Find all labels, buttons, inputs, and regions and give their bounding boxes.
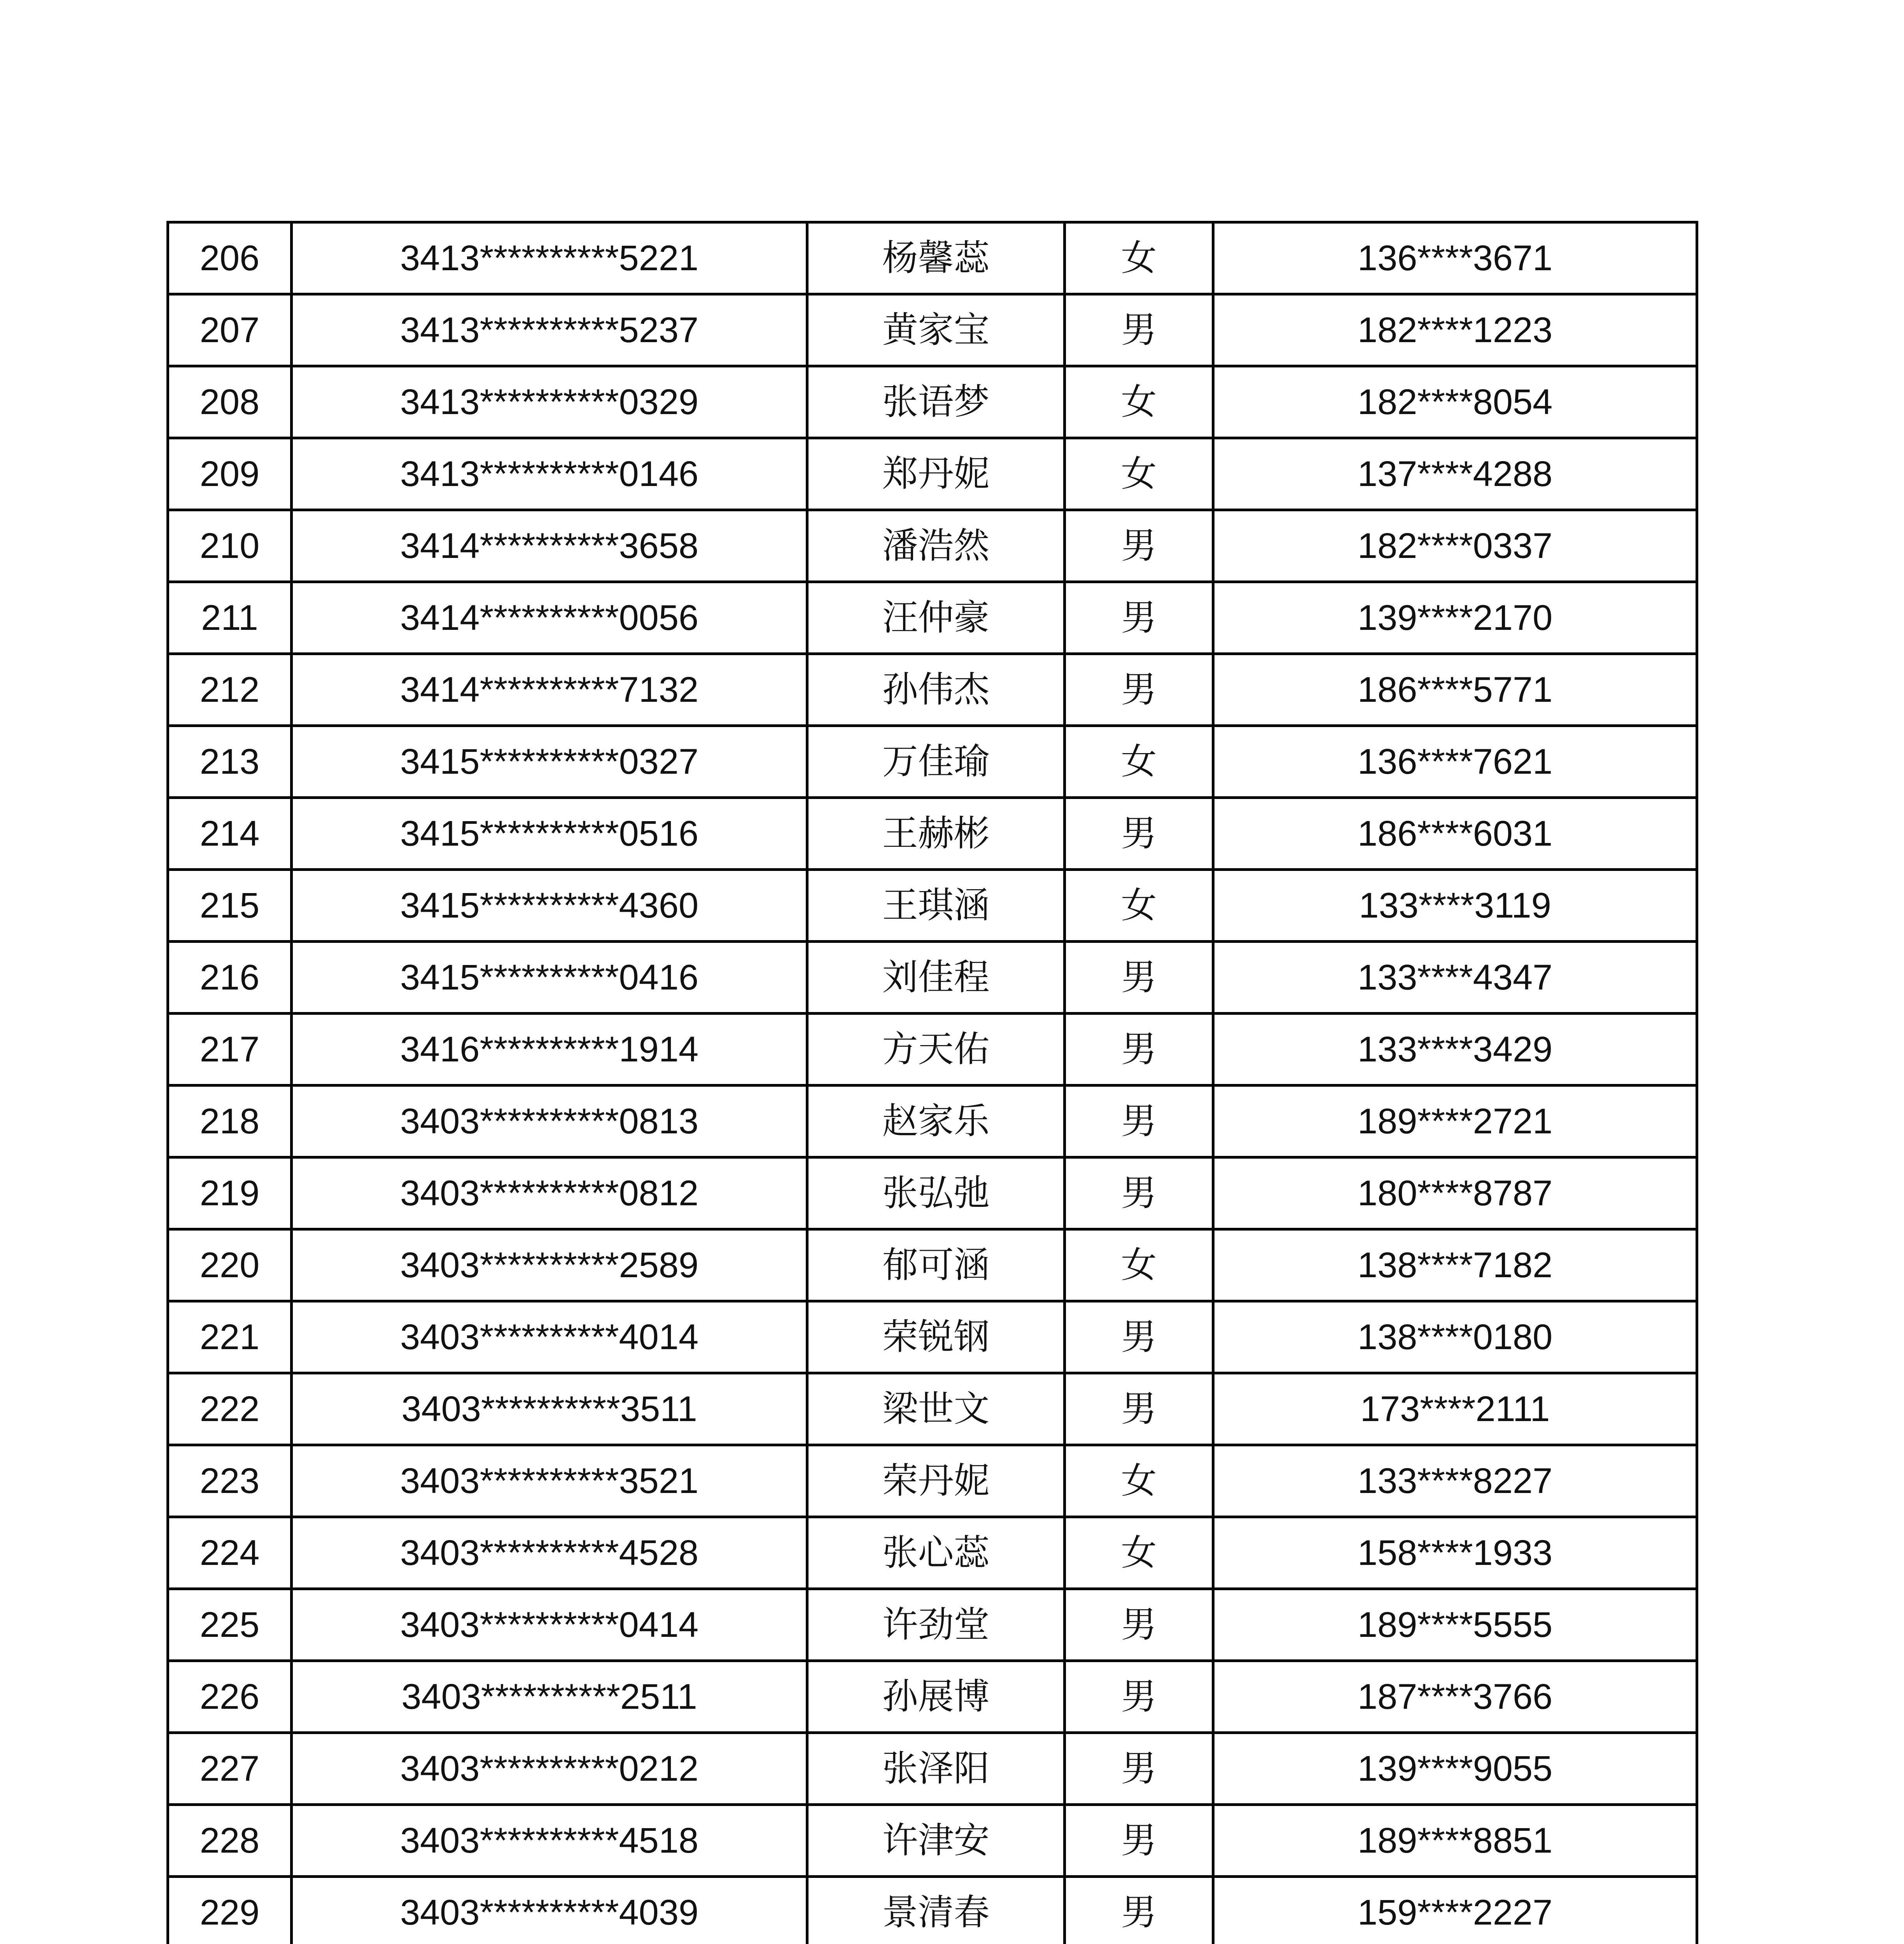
row-number: 210 bbox=[168, 510, 292, 582]
row-number: 217 bbox=[168, 1014, 292, 1086]
student-name: 景清春 bbox=[807, 1877, 1065, 1944]
id-number: 3413**********0146 bbox=[292, 438, 807, 510]
id-number: 3403**********3511 bbox=[292, 1373, 807, 1445]
table-row bbox=[168, 1086, 1697, 1157]
table-row bbox=[168, 1157, 1697, 1229]
row-number: 212 bbox=[168, 654, 292, 726]
row-number: 222 bbox=[168, 1373, 292, 1445]
table-row bbox=[168, 798, 1697, 870]
student-name: 汪仲豪 bbox=[807, 582, 1065, 654]
student-name: 许劲堂 bbox=[807, 1589, 1065, 1661]
gender: 女 bbox=[1065, 1517, 1213, 1589]
id-number: 3403**********4039 bbox=[292, 1877, 807, 1944]
student-name: 王琪涵 bbox=[807, 870, 1065, 942]
id-number: 3413**********5237 bbox=[292, 294, 807, 366]
row-number: 225 bbox=[168, 1589, 292, 1661]
student-name: 赵家乐 bbox=[807, 1086, 1065, 1157]
phone-number: 186****5771 bbox=[1213, 654, 1697, 726]
gender: 男 bbox=[1065, 1589, 1213, 1661]
gender: 女 bbox=[1065, 1229, 1213, 1301]
phone-number: 189****8851 bbox=[1213, 1805, 1697, 1877]
gender: 男 bbox=[1065, 1014, 1213, 1086]
table-row bbox=[168, 1445, 1697, 1517]
table-row bbox=[168, 1517, 1697, 1589]
table-row bbox=[168, 870, 1697, 942]
student-name: 方天佑 bbox=[807, 1014, 1065, 1086]
phone-number: 159****2227 bbox=[1213, 1877, 1697, 1944]
gender: 女 bbox=[1065, 222, 1213, 294]
gender: 男 bbox=[1065, 294, 1213, 366]
student-name: 郑丹妮 bbox=[807, 438, 1065, 510]
row-number: 208 bbox=[168, 366, 292, 438]
table-row bbox=[168, 582, 1697, 654]
id-number: 3415**********0327 bbox=[292, 726, 807, 798]
row-number: 218 bbox=[168, 1086, 292, 1157]
id-number: 3403**********0212 bbox=[292, 1733, 807, 1805]
row-number: 213 bbox=[168, 726, 292, 798]
row-number: 228 bbox=[168, 1805, 292, 1877]
phone-number: 173****2111 bbox=[1213, 1373, 1697, 1445]
phone-number: 136****7621 bbox=[1213, 726, 1697, 798]
row-number: 211 bbox=[168, 582, 292, 654]
id-number: 3403**********0812 bbox=[292, 1157, 807, 1229]
phone-number: 133****8227 bbox=[1213, 1445, 1697, 1517]
student-name: 杨馨蕊 bbox=[807, 222, 1065, 294]
row-number: 224 bbox=[168, 1517, 292, 1589]
row-number: 226 bbox=[168, 1661, 292, 1733]
phone-number: 187****3766 bbox=[1213, 1661, 1697, 1733]
gender: 男 bbox=[1065, 942, 1213, 1014]
phone-number: 180****8787 bbox=[1213, 1157, 1697, 1229]
id-number: 3413**********0329 bbox=[292, 366, 807, 438]
phone-number: 182****0337 bbox=[1213, 510, 1697, 582]
gender: 男 bbox=[1065, 1373, 1213, 1445]
gender: 男 bbox=[1065, 1086, 1213, 1157]
roster-table-body bbox=[168, 222, 1697, 1944]
phone-number: 136****3671 bbox=[1213, 222, 1697, 294]
phone-number: 133****3119 bbox=[1213, 870, 1697, 942]
student-name: 郁可涵 bbox=[807, 1229, 1065, 1301]
id-number: 3413**********5221 bbox=[292, 222, 807, 294]
row-number: 209 bbox=[168, 438, 292, 510]
student-name: 张弘弛 bbox=[807, 1157, 1065, 1229]
row-number: 214 bbox=[168, 798, 292, 870]
student-name: 荣丹妮 bbox=[807, 1445, 1065, 1517]
student-name: 万佳瑜 bbox=[807, 726, 1065, 798]
phone-number: 138****7182 bbox=[1213, 1229, 1697, 1301]
phone-number: 133****4347 bbox=[1213, 942, 1697, 1014]
student-name: 张语梦 bbox=[807, 366, 1065, 438]
phone-number: 139****2170 bbox=[1213, 582, 1697, 654]
table-row bbox=[168, 1589, 1697, 1661]
phone-number: 137****4288 bbox=[1213, 438, 1697, 510]
id-number: 3414**********0056 bbox=[292, 582, 807, 654]
gender: 男 bbox=[1065, 1157, 1213, 1229]
table-row bbox=[168, 1014, 1697, 1086]
phone-number: 189****5555 bbox=[1213, 1589, 1697, 1661]
id-number: 3403**********3521 bbox=[292, 1445, 807, 1517]
table-row bbox=[168, 726, 1697, 798]
row-number: 220 bbox=[168, 1229, 292, 1301]
student-name: 潘浩然 bbox=[807, 510, 1065, 582]
gender: 男 bbox=[1065, 654, 1213, 726]
id-number: 3403**********4518 bbox=[292, 1805, 807, 1877]
table-row bbox=[168, 1373, 1697, 1445]
row-number: 221 bbox=[168, 1301, 292, 1373]
id-number: 3403**********0813 bbox=[292, 1086, 807, 1157]
student-name: 梁世文 bbox=[807, 1373, 1065, 1445]
id-number: 3415**********4360 bbox=[292, 870, 807, 942]
gender: 男 bbox=[1065, 798, 1213, 870]
phone-number: 189****2721 bbox=[1213, 1086, 1697, 1157]
gender: 男 bbox=[1065, 1733, 1213, 1805]
student-name: 许津安 bbox=[807, 1805, 1065, 1877]
table-row bbox=[168, 942, 1697, 1014]
phone-number: 139****9055 bbox=[1213, 1733, 1697, 1805]
table-row bbox=[168, 1661, 1697, 1733]
table-row bbox=[168, 294, 1697, 366]
table-row bbox=[168, 510, 1697, 582]
gender: 男 bbox=[1065, 1661, 1213, 1733]
table-row bbox=[168, 1805, 1697, 1877]
gender: 女 bbox=[1065, 1445, 1213, 1517]
gender: 女 bbox=[1065, 870, 1213, 942]
gender: 男 bbox=[1065, 1301, 1213, 1373]
table-row bbox=[168, 438, 1697, 510]
row-number: 206 bbox=[168, 222, 292, 294]
phone-number: 182****8054 bbox=[1213, 366, 1697, 438]
student-name: 刘佳程 bbox=[807, 942, 1065, 1014]
student-name: 张泽阳 bbox=[807, 1733, 1065, 1805]
row-number: 215 bbox=[168, 870, 292, 942]
id-number: 3403**********0414 bbox=[292, 1589, 807, 1661]
gender: 男 bbox=[1065, 1877, 1213, 1944]
table-row bbox=[168, 1733, 1697, 1805]
id-number: 3414**********3658 bbox=[292, 510, 807, 582]
gender: 男 bbox=[1065, 582, 1213, 654]
phone-number: 186****6031 bbox=[1213, 798, 1697, 870]
id-number: 3416**********1914 bbox=[292, 1014, 807, 1086]
row-number: 216 bbox=[168, 942, 292, 1014]
table-row bbox=[168, 654, 1697, 726]
table-row bbox=[168, 1301, 1697, 1373]
id-number: 3415**********0416 bbox=[292, 942, 807, 1014]
table-row bbox=[168, 366, 1697, 438]
row-number: 229 bbox=[168, 1877, 292, 1944]
phone-number: 158****1933 bbox=[1213, 1517, 1697, 1589]
row-number: 223 bbox=[168, 1445, 292, 1517]
gender: 女 bbox=[1065, 438, 1213, 510]
student-name: 张心蕊 bbox=[807, 1517, 1065, 1589]
table-row bbox=[168, 222, 1697, 294]
id-number: 3403**********2589 bbox=[292, 1229, 807, 1301]
id-number: 3414**********7132 bbox=[292, 654, 807, 726]
table-row bbox=[168, 1877, 1697, 1944]
student-name: 黄家宝 bbox=[807, 294, 1065, 366]
student-roster-table bbox=[166, 221, 1698, 1944]
student-name: 孙伟杰 bbox=[807, 654, 1065, 726]
gender: 男 bbox=[1065, 1805, 1213, 1877]
id-number: 3415**********0516 bbox=[292, 798, 807, 870]
phone-number: 133****3429 bbox=[1213, 1014, 1697, 1086]
row-number: 227 bbox=[168, 1733, 292, 1805]
row-number: 219 bbox=[168, 1157, 292, 1229]
gender: 男 bbox=[1065, 510, 1213, 582]
id-number: 3403**********2511 bbox=[292, 1661, 807, 1733]
student-name: 荣锐钢 bbox=[807, 1301, 1065, 1373]
phone-number: 138****0180 bbox=[1213, 1301, 1697, 1373]
id-number: 3403**********4528 bbox=[292, 1517, 807, 1589]
gender: 女 bbox=[1065, 366, 1213, 438]
id-number: 3403**********4014 bbox=[292, 1301, 807, 1373]
student-name: 孙展博 bbox=[807, 1661, 1065, 1733]
student-name: 王赫彬 bbox=[807, 798, 1065, 870]
gender: 女 bbox=[1065, 726, 1213, 798]
row-number: 207 bbox=[168, 294, 292, 366]
table-row bbox=[168, 1229, 1697, 1301]
phone-number: 182****1223 bbox=[1213, 294, 1697, 366]
